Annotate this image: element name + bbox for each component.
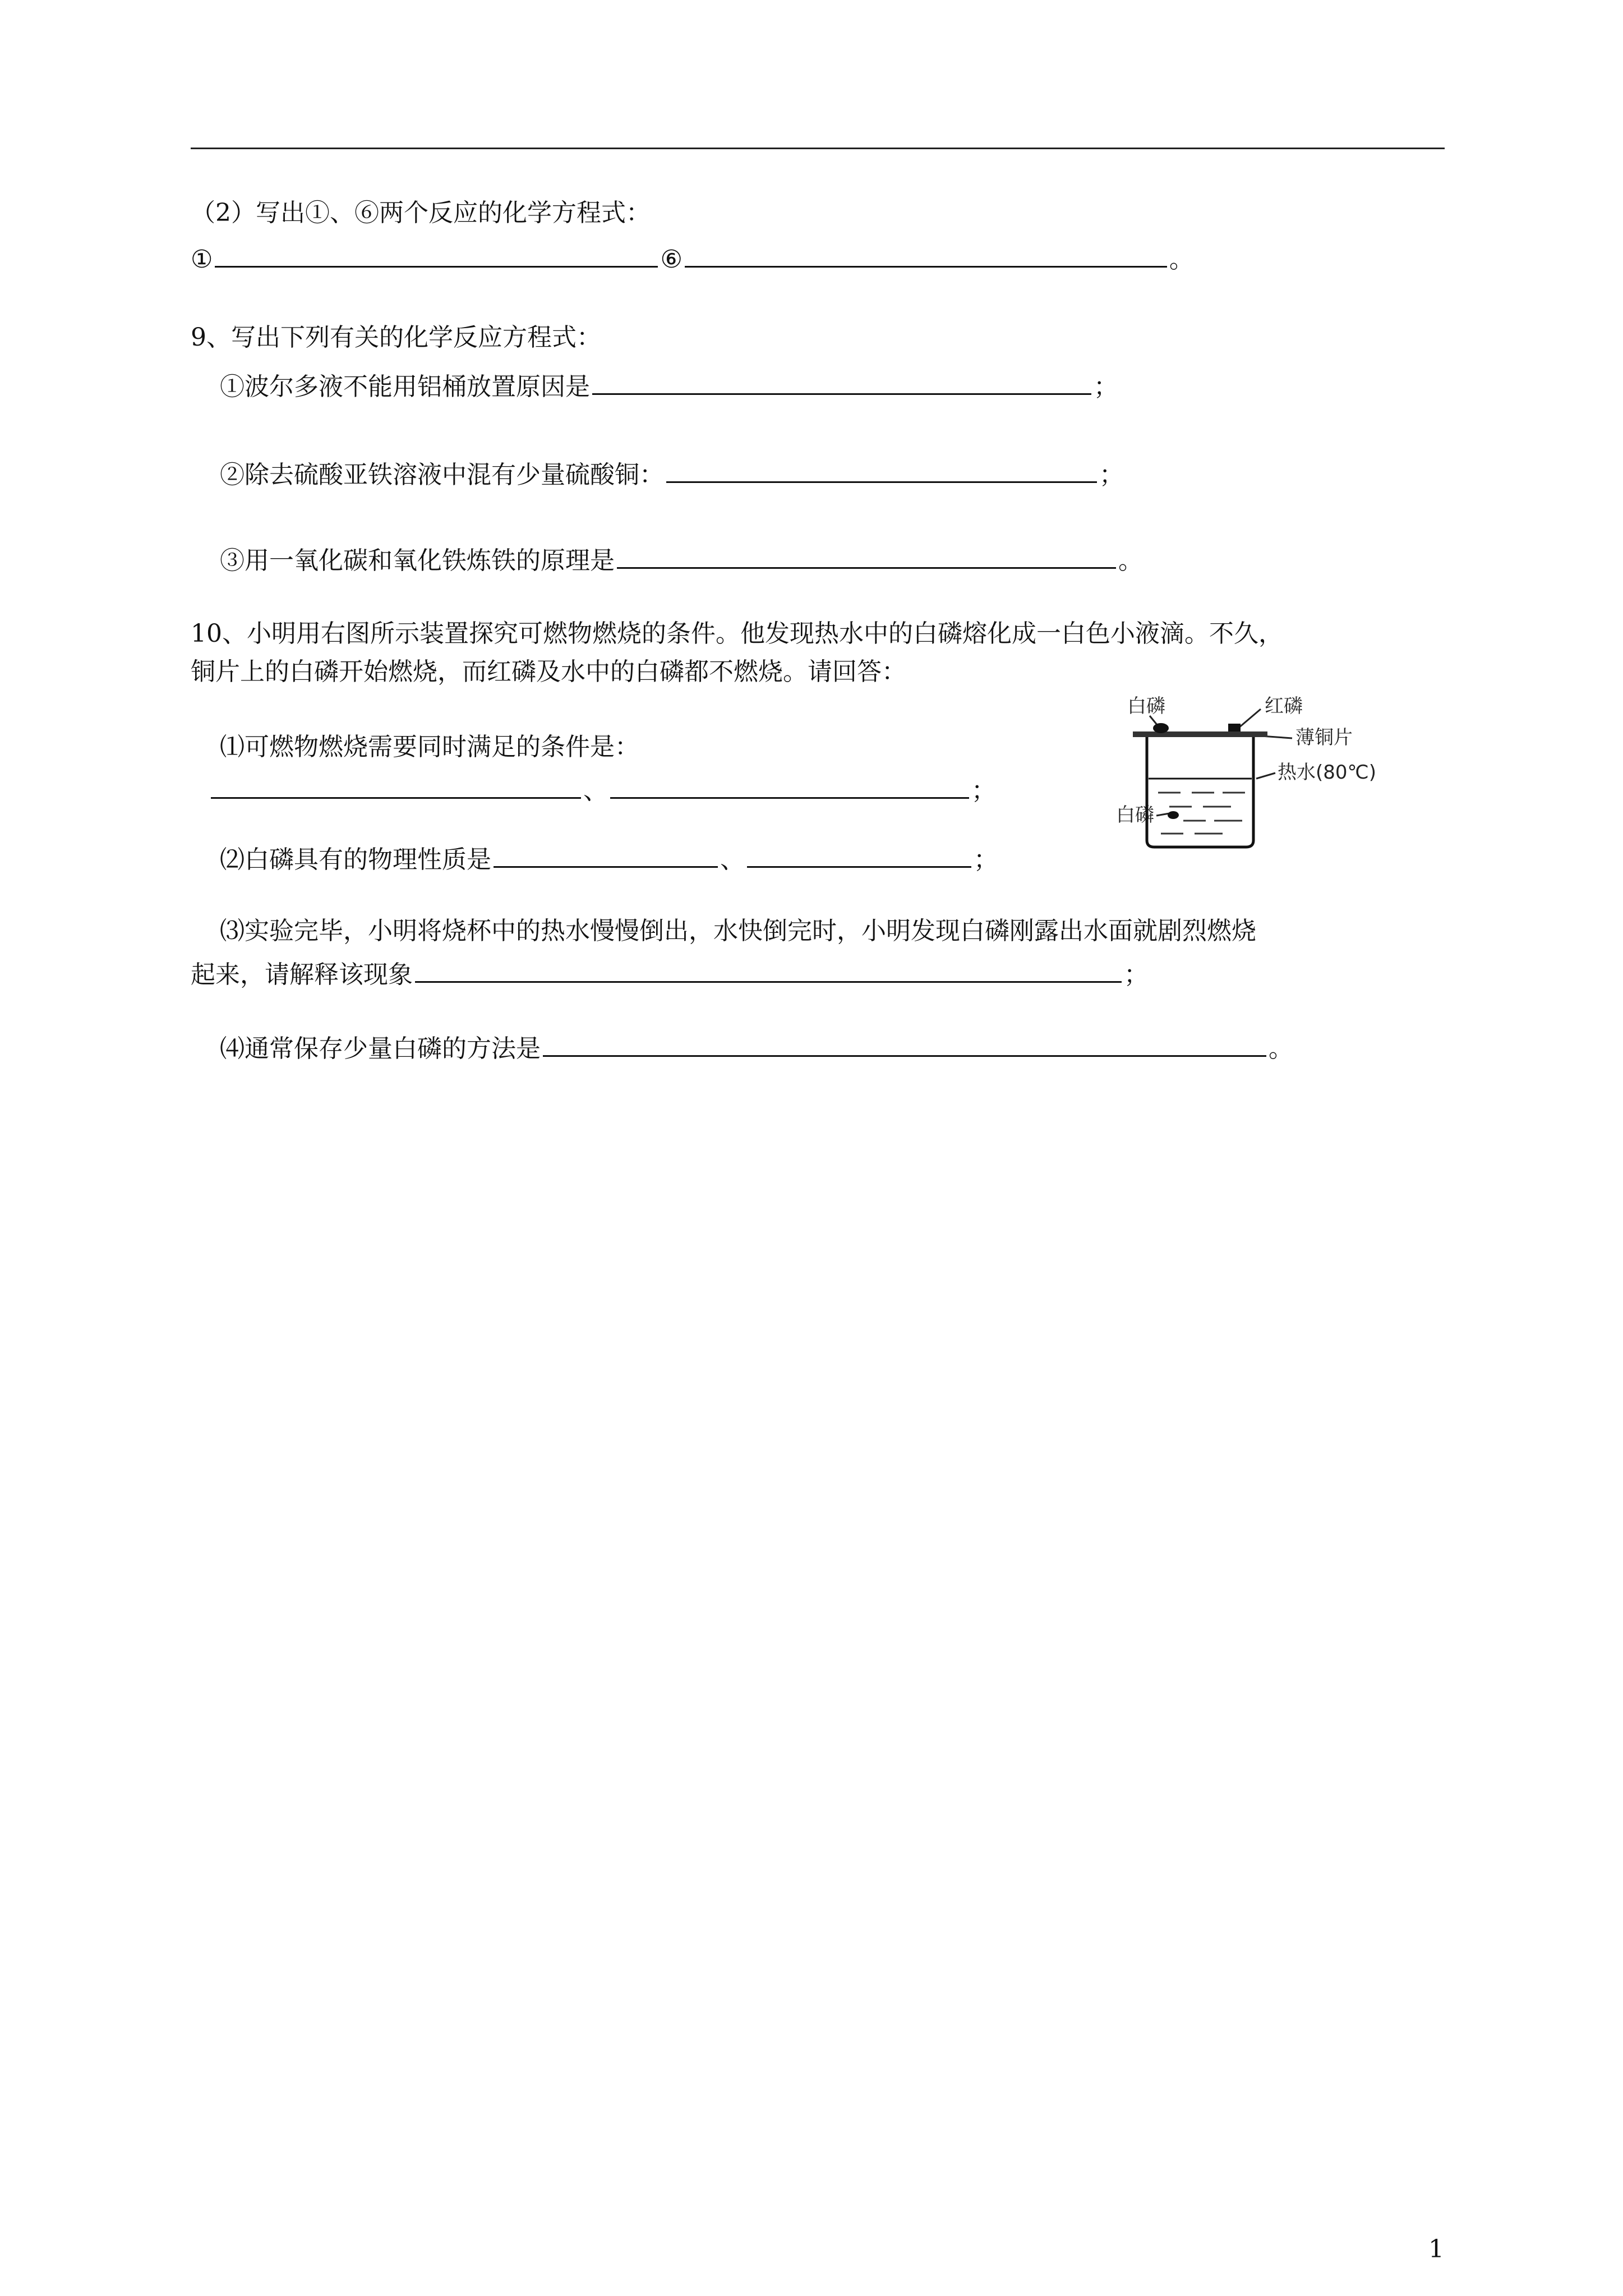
- q9-item-1: ①波尔多液不能用铝桶放置原因是 ；: [220, 367, 1118, 404]
- label-1: ①: [191, 245, 213, 274]
- white-phosphorus-on-sheet: [1153, 723, 1169, 733]
- q10-sub4-blank[interactable]: [543, 1029, 1266, 1057]
- q10-sub1-blank-b[interactable]: [610, 771, 969, 799]
- q10-sub1-prompt: ⑴可燃物燃烧需要同时满足的条件是：: [220, 733, 639, 761]
- answer-blank-6[interactable]: [685, 240, 1167, 268]
- white-phosphorus-in-water: [1168, 811, 1179, 819]
- combustion-experiment-figure: [1116, 689, 1385, 857]
- page-number: 1: [1428, 2235, 1444, 2263]
- q8-part2-prompt: （2）写出①、⑥两个反应的化学方程式：: [191, 199, 651, 227]
- q9-title: 9、写出下列有关的化学反应方程式：: [191, 323, 601, 352]
- copper-sheet: [1133, 731, 1267, 737]
- answer-blank-1[interactable]: [215, 240, 658, 268]
- q10-stem-line-2: 铜片上的白磷开始燃烧，而红磷及水中的白磷都不燃烧。请回答：: [191, 657, 906, 686]
- leader-white-phosphorus-bottom: [1156, 813, 1169, 816]
- q10-sub1-blank-a[interactable]: [211, 771, 581, 799]
- label-hot-water: 热水(80℃): [1278, 761, 1376, 784]
- q8-part2-answer-line: ① ⑥ 。: [191, 240, 1194, 277]
- label-white-phosphorus-bottom: 白磷: [1116, 804, 1154, 826]
- q9-blank-1[interactable]: [592, 367, 1091, 395]
- q10-sub4: ⑷通常保存少量白磷的方法是 。: [220, 1029, 1293, 1066]
- q10-stem-line-1: 10、小明用右图所示装置探究可燃物燃烧的条件。他发现热水中的白磷熔化成一白色小液滴。不久，: [191, 619, 1283, 648]
- q9-blank-3[interactable]: [617, 541, 1116, 569]
- leader-red-phosphorus: [1238, 709, 1261, 728]
- q9-blank-2[interactable]: [666, 455, 1097, 483]
- q10-sub2: ⑵白磷具有的物理性质是 、 ；: [220, 840, 998, 877]
- q9-item-2: ②除去硫酸亚铁溶液中混有少量硫酸铜： ；: [220, 455, 1124, 492]
- q10-sub1-answer: 、 ；: [209, 771, 996, 808]
- leader-hot-water: [1256, 773, 1275, 779]
- header-rule: [191, 148, 1445, 149]
- label-6: ⑥: [660, 245, 683, 274]
- label-copper-sheet: 薄铜片: [1295, 726, 1353, 749]
- q10-sub3-line-1: ⑶实验完毕，小明将烧杯中的热水慢慢倒出，水快倒完时，小明发现白磷刚露出水面就剧烈燃烧: [220, 917, 1256, 945]
- label-white-phosphorus-top: 白磷: [1127, 695, 1165, 717]
- q10-sub3-line-2: 起来，请解释该现象 ；: [191, 955, 1149, 992]
- red-phosphorus-on-sheet: [1228, 724, 1241, 731]
- q10-sub3-blank[interactable]: [415, 955, 1122, 983]
- q10-sub2-blank-a[interactable]: [494, 840, 718, 868]
- q10-sub2-blank-b[interactable]: [747, 840, 971, 868]
- q9-item-3: ③用一氧化碳和氧化铁炼铁的原理是 。: [220, 541, 1143, 578]
- label-red-phosphorus: 红磷: [1265, 695, 1303, 717]
